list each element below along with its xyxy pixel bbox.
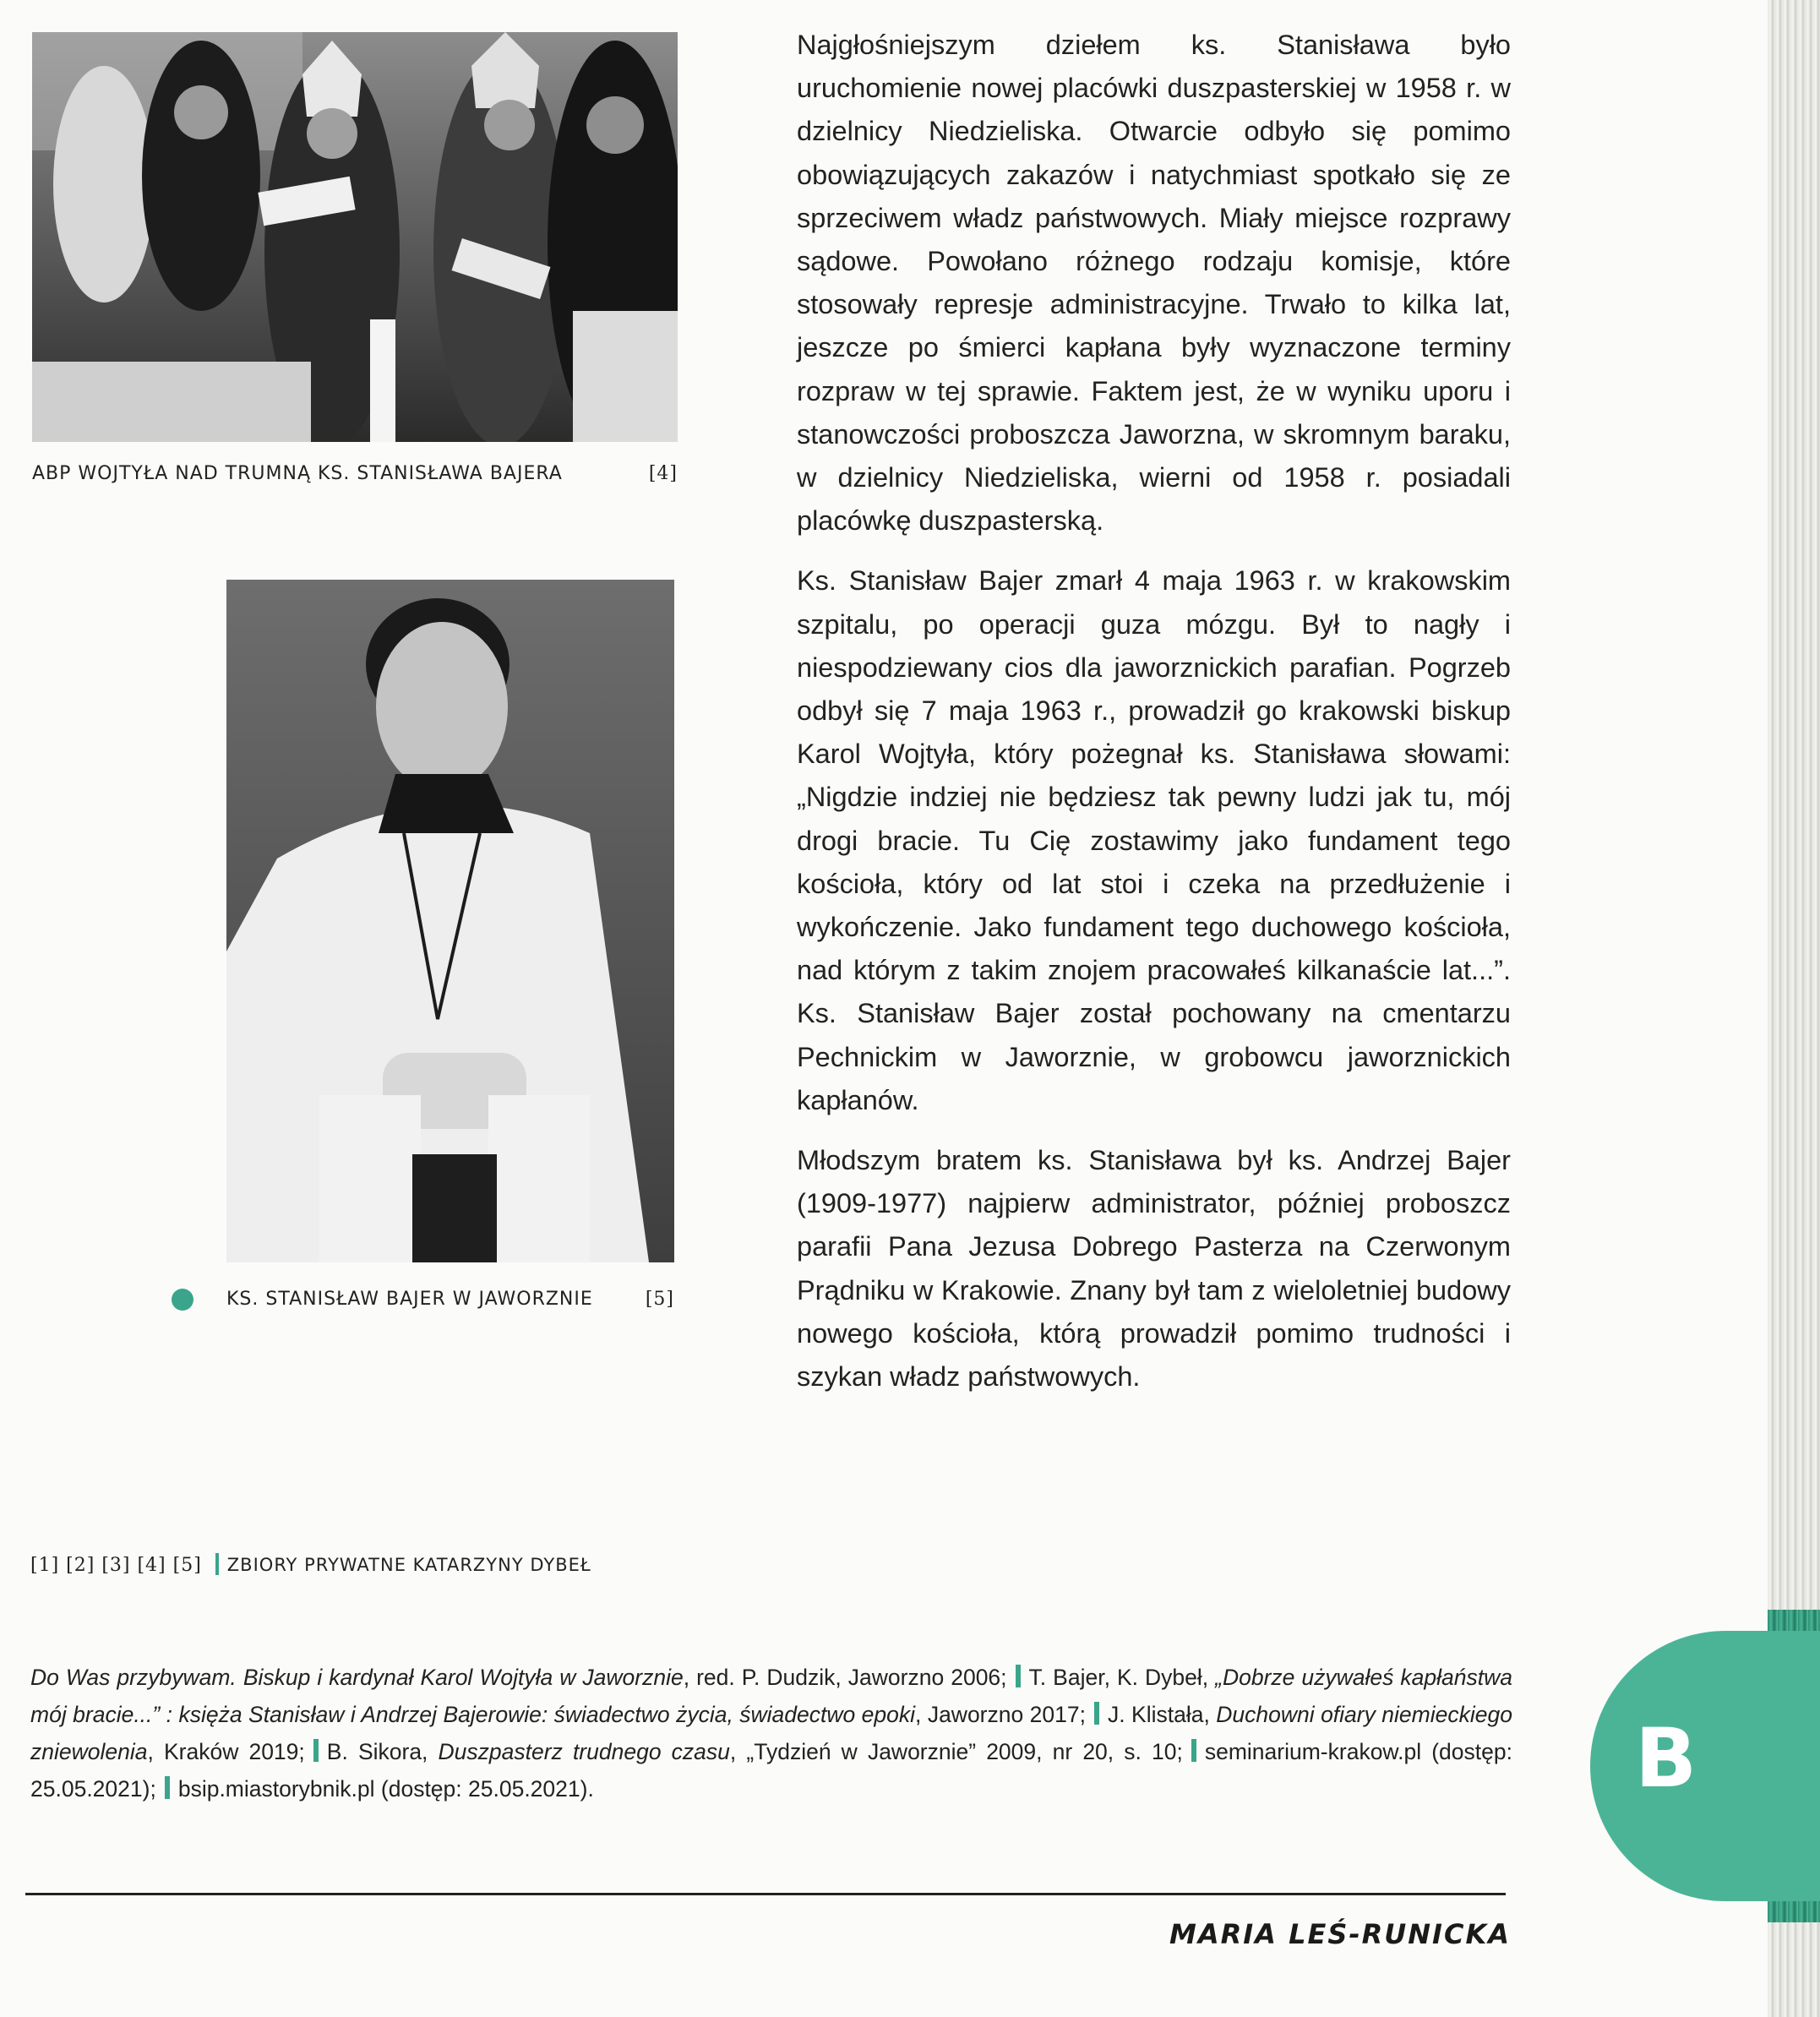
photo-credit-numbers: [1] [2] [3] [4] [5] bbox=[30, 1555, 202, 1576]
photo-funeral bbox=[32, 32, 678, 442]
bib-separator bbox=[1094, 1702, 1099, 1725]
photo-funeral-caption-text: ABP WOJTYŁA NAD TRUMNĄ KS. STANISŁAWA BAJERA bbox=[32, 463, 563, 484]
photo-credits bbox=[30, 1553, 591, 1576]
bib-4-authors: B. Sikora, bbox=[326, 1739, 439, 1764]
paragraph-1: Najgłośniejszym dziełem ks. Stanisława było uruchomienie nowej placówki duszpasterskiej w 1958 r. w dzielnicy Niedzieliska. Otwarcie odbyło się pomimo obowiązujących zakazów i natychmiast spotkało się ze sprzeciwem władz państwowych. Miały miejsce rozprawy sądowe. Powołano różnego rodzaju komisje, które stosowały represje administracyjne. Trwało to kilka lat, jeszcze po śmierci kapłana były wyznaczone terminy rozpraw w tej sprawie. Faktem jest, że w wyniku uporu i stanowczości proboszcza Jaworzna, w skromnym baraku, w dzielnicy Niedzieliska, wierni od 1958 r. posiadali placówkę duszpasterską. bbox=[797, 30, 1511, 537]
photo-portrait bbox=[226, 580, 674, 1262]
section-tab-letter: B bbox=[1635, 1711, 1697, 1806]
photo-credit-source: ZBIORY PRYWATNE KATARZYNY DYBEŁ bbox=[226, 1555, 591, 1575]
bib-separator bbox=[165, 1776, 170, 1799]
photo-portrait-image bbox=[226, 580, 674, 1262]
bib-6: bsip.miastorybnik.pl (dostęp: 25.05.2021). bbox=[177, 1776, 594, 1802]
bib-4-rest: , „Tydzień w Jaworznie” 2009, nr 20, s. 10; bbox=[729, 1739, 1183, 1764]
photo-funeral-number: [4] bbox=[648, 463, 678, 484]
photo-portrait-caption-text: KS. STANISŁAW BAJER W JAWORZNIE bbox=[226, 1289, 593, 1310]
bib-3-rest: , Kraków 2019; bbox=[147, 1739, 305, 1764]
paragraph-3: Młodszym bratem ks. Stanisława był ks. Andrzej Bajer (1909-1977) najpierw administrator, później proboszcz parafii Pana Jezusa Dobrego Pasterza na Czerwonym Prądniku w Krakowie. Znany był tam z wieloletniej budowy nowego kościoła, którą prowadził pomimo trudności i szykan władz państwowych. bbox=[797, 1145, 1511, 1393]
bib-1-rest: , red. P. Dudzik, Jaworzno 2006; bbox=[683, 1665, 1007, 1690]
bib-3-title: Duchowni ofiary niemieckiego zniewolenia bbox=[30, 1702, 1512, 1764]
bibliography bbox=[30, 1659, 1512, 1807]
photo-funeral-caption bbox=[32, 463, 678, 484]
paragraph-2: Ks. Stanisław Bajer zmarł 4 maja 1963 r. w krakowskim szpitalu, po operacji guza mózgu. Był to nagły i niespodziewany cios dla jaworznickich parafian. Pogrzeb odbył się 7 maja 1963 r., prowadził go krakowski biskup Karol Wojtyła, który pożegnał ks. Stanisława słowami: „Nigdzie indziej nie będziesz tak pewny ludzi jak tu, mój drogi bracie. Tu Cię zostawimy jako fundament tego kościoła, który od lat stoi i czeka na przedłużenie i wykończenie. Jako fundament tego duchowego kościoła, nad którym z takim znojem pracowałeś kilkanaście lat...”. Ks. Stanisław Bajer został pochowany na cmentarzu Pechnickim w Jaworznie, w grobowcu jaworznickich kapłanów. bbox=[797, 565, 1511, 1115]
photo-portrait-caption bbox=[226, 1289, 674, 1310]
bib-separator bbox=[1016, 1665, 1021, 1687]
bib-separator bbox=[1191, 1739, 1196, 1762]
credit-separator bbox=[215, 1553, 219, 1575]
bib-2-title: „Dobrze używałeś kapłaństwa mój bracie...” : księża Stanisław i Andrzej Bajerowie: świadectwo życia, świadectwo epoki bbox=[30, 1665, 1513, 1727]
caption-bullet bbox=[172, 1289, 193, 1311]
author-name: MARIA LEŚ-RUNICKA bbox=[1169, 1918, 1511, 1950]
bib-5: seminarium-krakow.pl (dostęp: 25.05.2021); bbox=[30, 1739, 1512, 1802]
footer-rule bbox=[25, 1893, 1506, 1895]
bib-3-authors: J. Klistała, bbox=[1107, 1702, 1217, 1727]
article-body bbox=[797, 24, 1511, 1415]
photo-portrait-number: [5] bbox=[645, 1289, 674, 1310]
bib-4-title: Duszpasterz trudnego czasu bbox=[438, 1739, 730, 1764]
section-tab bbox=[1590, 1631, 1820, 1901]
bib-separator bbox=[313, 1739, 319, 1762]
bib-2-authors: T. Bajer, K. Dybeł, bbox=[1028, 1665, 1216, 1690]
photo-funeral-image bbox=[32, 32, 678, 442]
bib-2-rest: , Jaworzno 2017; bbox=[915, 1702, 1086, 1727]
bib-1-title: Do Was przybywam. Biskup i kardynał Karol Wojtyła w Jaworznie bbox=[30, 1665, 684, 1690]
